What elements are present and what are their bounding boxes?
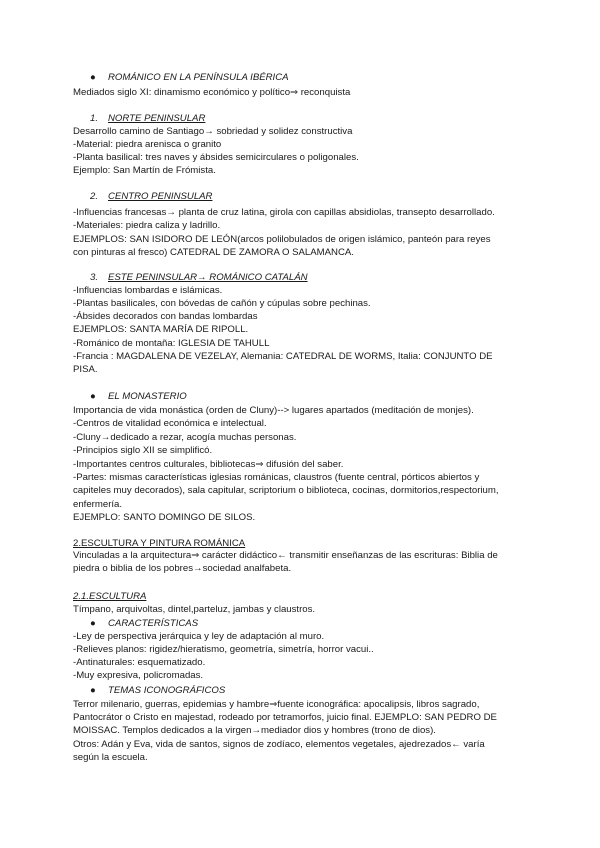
- text-line: -Francia : MAGDALENA DE VEZELAY, Alemania: CATEDRAL DE WORMS, Italia: CONJUNTO DE: [73, 351, 493, 362]
- numbered-heading-text: ESTE PENINSULAR→ ROMÁNICO CATALÁN: [108, 272, 308, 283]
- text-line: -Ábsides decorados con bandas lombardas: [73, 311, 258, 322]
- text-line: -Relieves planos: rigidez/hieratismo, geometría, simetría, horror vacui..: [73, 644, 374, 655]
- text-line: PISA.: [73, 364, 98, 375]
- bullet-heading-text: EL MONASTERIO: [108, 391, 187, 402]
- text-line: -Principios siglo XII se simplificó.: [73, 445, 213, 456]
- text-line: -Influencias francesas→ planta de cruz latina, girola con capillas absidiolas, transepto desarrollado.: [73, 207, 495, 218]
- text-line: piedra o biblia de los pobres→sociedad analfabeta.: [73, 563, 292, 574]
- text-line: Terror milenario, guerras, epidemias y hambre⇒fuente iconográfica: apocalipsis, libros sagrado,: [73, 699, 480, 710]
- heading-number: 2.: [90, 191, 99, 202]
- text-line: -Centros de vitalidad económica e intelectual.: [73, 418, 267, 429]
- text-line: -Partes: mismas características iglesias románicas, claustros (fuente central, pórticos abiertos y: [73, 472, 480, 483]
- text-line: Vinculadas a la arquitectura⇒ carácter didáctico← transmitir enseñanzas de las escrituras: Biblia de: [73, 550, 498, 561]
- text-line: Mediados siglo XI: dinamismo económico y político⇒ reconquista: [73, 87, 351, 98]
- text-line: EJEMPLO: SANTO DOMINGO DE SILOS.: [73, 512, 256, 523]
- text-line: -Románico de montaña: IGLESIA DE TAHULL: [73, 338, 270, 349]
- bullet-heading: [90, 684, 225, 697]
- text-line: capiteles muy decorados), sala capitular, scriptorium o biblioteca, cocinas, dormitorios,respectorium,: [73, 485, 499, 496]
- text-line: -Planta basilical: tres naves y ábsides semicirculares o poligonales.: [73, 152, 359, 163]
- text-line: -Muy expresiva, policromadas.: [73, 670, 204, 681]
- numbered-heading-text: NORTE PENINSULAR: [108, 113, 206, 124]
- text-line: Pantocrátor o Cristo en majestad, rodeado por tetramorfos, juicio final. EJEMPLO: SAN PEDRO DE: [73, 712, 497, 723]
- heading-number: 3.: [90, 272, 99, 283]
- text-line: Desarrollo camino de Santiago→ sobriedad y solidez constructiva: [73, 126, 353, 137]
- text-line: -Influencias lombardas e islámicas.: [73, 285, 223, 296]
- heading-number: 1.: [90, 113, 99, 124]
- text-line: EJEMPLOS: SAN ISIDORO DE LEÓN(arcos polilobulados de origen islámico, panteón para reyes: [73, 234, 491, 245]
- bullet-icon: ●: [90, 391, 96, 402]
- text-line: 2.1.ESCULTURA: [73, 591, 147, 602]
- bullet-heading: [90, 390, 187, 403]
- text-line: -Ley de perspectiva jerárquica y ley de adaptación al muro.: [73, 631, 325, 642]
- text-line: Ejemplo: San Martín de Frómista.: [73, 165, 216, 176]
- text-line: -Antinaturales: esquematizado.: [73, 657, 206, 668]
- bullet-heading: [90, 71, 289, 84]
- text-line: -Material: piedra arenisca o granito: [73, 139, 222, 150]
- bullet-heading-text: TEMAS ICONOGRÁFICOS: [108, 685, 226, 696]
- text-line: Tímpano, arquivoltas, dintel,parteluz, jambas y claustros.: [73, 604, 316, 615]
- numbered-heading: [90, 112, 205, 125]
- bullet-heading-text: CARACTERÍSTICAS: [108, 618, 199, 629]
- text-line: -Plantas basilicales, con bóvedas de cañón y cúpulas sobre pechinas.: [73, 298, 371, 309]
- text-line: enfermería.: [73, 499, 123, 510]
- text-line: según la escuela.: [73, 752, 148, 763]
- numbered-heading-text: CENTRO PENINSULAR: [108, 191, 213, 202]
- text-line: EJEMPLOS: SANTA MARÍA DE RIPOLL.: [73, 324, 249, 335]
- bullet-heading-text: ROMÁNICO EN LA PENÍNSULA IBÉRICA: [108, 72, 289, 83]
- text-line: -Materiales: piedra caliza y ladrillo.: [73, 220, 221, 231]
- text-line: con pinturas al fresco) CATEDRAL DE ZAMORA O SALAMANCA.: [73, 247, 354, 258]
- text-line: -Importantes centros culturales, bibliotecas⇒ difusión del saber.: [73, 459, 344, 470]
- numbered-heading: [90, 190, 212, 203]
- text-line: 2.ESCULTURA Y PINTURA ROMÁNICA: [73, 538, 246, 549]
- bullet-heading: [90, 617, 198, 630]
- numbered-heading: [90, 271, 308, 284]
- bullet-icon: ●: [90, 72, 96, 83]
- bullet-icon: ●: [90, 618, 96, 629]
- text-line: Importancia de vida monástica (orden de Cluny)--> lugares apartados (meditación de monjes).: [73, 405, 474, 416]
- bullet-icon: ●: [90, 685, 96, 696]
- text-line: -Cluny→dedicado a rezar, acogía muchas personas.: [73, 432, 297, 443]
- text-line: Otros: Adán y Eva, vida de santos, signos de zodíaco, elementos vegetales, ajedrezados← varía: [73, 739, 485, 750]
- text-line: MOISSAC. Templos dedicados a la virgen→mediador dios y hombres (trono de dios).: [73, 725, 436, 736]
